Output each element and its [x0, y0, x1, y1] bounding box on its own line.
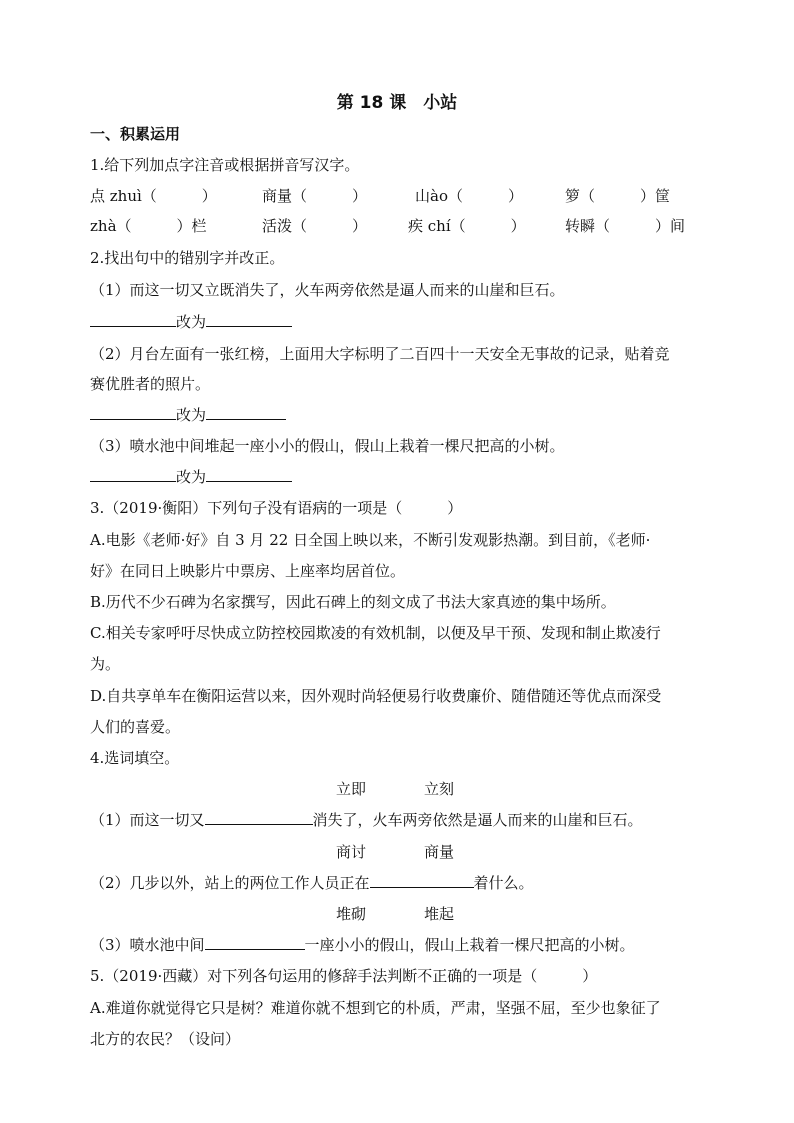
q3-option-c-line-1: C.相关专家呼吁尽快成立防控校园欺凌的有效机制，以便及早干预、发现和制止欺凌行: [90, 624, 661, 642]
q4-s3-end: 一座小小的假山，假山上栽着一棵尺把高的小树。: [304, 936, 635, 954]
fill-blank[interactable]: [205, 935, 305, 950]
q2-sentence-1: （1）而这一切又立既消失了，火车两旁依然是逼人而来的山崖和巨石。: [90, 281, 565, 299]
q3-option-d-line-2: 人们的喜爱。: [90, 718, 181, 736]
q2-answer-line-1: [90, 312, 292, 332]
q3-option-a-line-1: A.电影《老师·好》自 3 月 22 日全国上映以来，不断引发观影热潮。到目前，《老师·: [90, 531, 651, 549]
q2-sentence-2a: （2）月台左面有一张红榜，上面用大字标明了二百四十一天安全无事故的记录，贴着竞: [90, 345, 670, 363]
q3-option-b: B.历代不少石碑为名家撰写，因此石碑上的刻文成了书法大家真迹的集中场所。: [90, 593, 616, 611]
q1-item: 转瞬（ ）间: [565, 217, 686, 235]
q1-item: 箩（ ）筐: [565, 187, 671, 205]
word-choice: 商讨: [336, 843, 367, 861]
answer-blank[interactable]: [206, 467, 292, 482]
q1-item: 山ào（ ）: [415, 187, 523, 205]
q4-sentence-3: [90, 935, 635, 955]
answer-blank[interactable]: [90, 467, 176, 482]
fix-label: 改为: [176, 468, 207, 486]
question-5-prompt: 5.（2019·西藏）对下列各句运用的修辞手法判断不正确的一项是（ ）: [90, 967, 598, 985]
fix-label: 改为: [176, 313, 207, 331]
fill-blank[interactable]: [205, 810, 313, 825]
fix-label: 改为: [176, 406, 207, 424]
fill-blank[interactable]: [370, 873, 474, 888]
page-title: 第 18 课 小站: [336, 93, 458, 113]
answer-blank[interactable]: [90, 312, 176, 327]
q4-s2-start: （2）几步以外，站上的两位工作人员正在: [90, 874, 370, 892]
q2-sentence-2b: 赛优胜者的照片。: [90, 375, 211, 393]
q1-item: 活泼（ ）: [262, 217, 368, 235]
q4-s2-end: 着什么。: [473, 874, 534, 892]
question-1-prompt: 1.给下列加点字注音或根据拼音写汉字。: [90, 156, 360, 174]
answer-blank[interactable]: [90, 405, 176, 420]
word-choice: 堆砌: [336, 905, 367, 923]
q4-s1-start: （1）而这一切又: [90, 811, 205, 829]
q4-s1-end: 消失了，火车两旁依然是逼人而来的山崖和巨石。: [312, 811, 643, 829]
question-3-prompt: 3.（2019·衡阳）下列句子没有语病的一项是（ ）: [90, 499, 463, 517]
q2-answer-line-2: [90, 405, 286, 425]
q1-item: zhà（ ）栏: [90, 217, 207, 235]
q4-sentence-1: [90, 810, 643, 830]
q1-item: 商量（ ）: [262, 187, 368, 205]
q3-option-a-line-2: 好》在同日上映影片中票房、上座率均居首位。: [90, 562, 406, 580]
section-heading: 一、积累运用: [90, 125, 181, 143]
q4-sentence-2: [90, 873, 534, 893]
q1-item: 点 zhuì（ ）: [90, 187, 217, 205]
word-choice: 堆起: [424, 905, 455, 923]
question-4-prompt: 4.选词填空。: [90, 749, 180, 767]
answer-blank[interactable]: [206, 405, 286, 420]
q5-option-a-line-2: 北方的农民？（设问）: [90, 1030, 241, 1048]
q2-answer-line-3: [90, 467, 292, 487]
word-choice: 立即: [336, 780, 367, 798]
q2-sentence-3: （3）喷水池中间堆起一座小小的假山，假山上栽着一棵尺把高的小树。: [90, 437, 565, 455]
q4-s3-start: （3）喷水池中间: [90, 936, 205, 954]
q1-item: 疾 chí（ ）: [408, 217, 526, 235]
q3-option-c-line-2: 为。: [90, 655, 121, 673]
answer-blank[interactable]: [206, 312, 292, 327]
question-2-prompt: 2.找出句中的错别字并改正。: [90, 249, 285, 267]
q5-option-a-line-1: A.难道你就觉得它只是树？难道你就不想到它的朴质，严肃，坚强不屈，至少也象征了: [90, 999, 661, 1017]
q3-option-d-line-1: D.自共享单车在衡阳运营以来，因外观时尚轻便易行收费廉价、随借随还等优点而深受: [90, 687, 662, 705]
word-choice: 商量: [424, 843, 455, 861]
word-choice: 立刻: [424, 780, 455, 798]
